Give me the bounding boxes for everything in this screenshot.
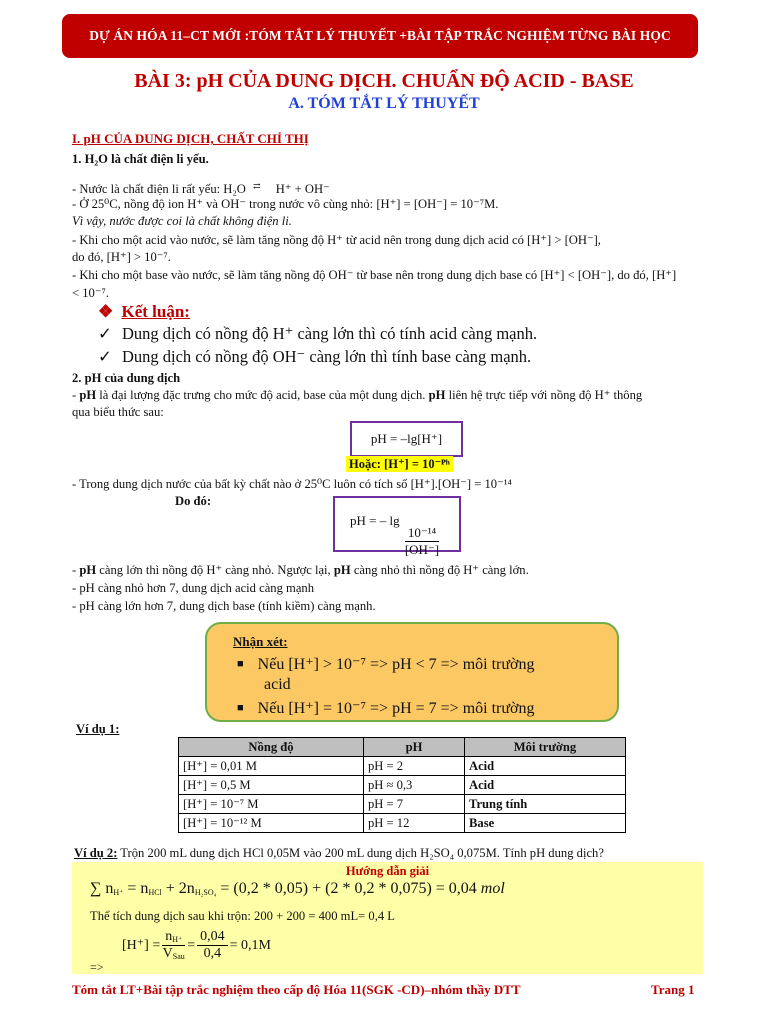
- eq1-sub: H₂SO₄: [194, 888, 217, 897]
- table-cell: [H⁺] = 0,01 M: [179, 757, 364, 776]
- check-icon: ✓: [98, 324, 112, 343]
- ph-def-text-2: liên hệ trực tiếp với nồng độ H⁺ thông: [445, 388, 643, 402]
- example-2-label: Ví dụ 2:: [74, 846, 118, 860]
- ph-relation: [72, 562, 529, 578]
- ph-term: pH: [79, 563, 97, 577]
- eq1-sub: HCl: [148, 888, 162, 897]
- solution-box: [72, 862, 703, 974]
- line-base: - Khi cho một base vào nước, sẽ làm tăng nồng độ OH⁻ từ base nên trong dung dịch base có [H⁺] < [OH⁻], do đó, [H⁺]: [72, 268, 677, 282]
- formula-poh-denominator: [OH⁻]: [404, 542, 440, 557]
- equals-sign: =: [187, 937, 196, 953]
- table-cell: [H⁺] = 10⁻¹² M: [179, 814, 364, 833]
- ph-def-text: là đại lượng đặc trưng cho mức độ acid, base của một dung dịch.: [96, 388, 429, 402]
- formula-poh-lhs: pH = – lg: [350, 513, 400, 528]
- table-cell: Base: [465, 814, 626, 833]
- eq2-numerator-2: 0,04: [197, 929, 228, 946]
- table-header-row: [179, 738, 626, 757]
- conclusion-label: Kết luận:: [121, 302, 190, 321]
- line-base-result: < 10⁻⁷.: [72, 286, 110, 300]
- subheading-1: 1. H₂O là chất điện li yếu.: [72, 152, 209, 166]
- ph-definition: [72, 387, 642, 403]
- table-header: Nồng độ: [179, 738, 364, 757]
- diamond-bullet-icon: ❖: [98, 302, 114, 321]
- table-cell: Trung tính: [465, 795, 626, 814]
- ion-products: H⁺ + OH⁻: [275, 182, 330, 196]
- banner-text: DỰ ÁN HÓA 11–CT MỚI :TÓM TẮT LÝ THUYẾT +BÀI TẬP TRẮC NGHIỆM TỪNG BÀI HỌC: [89, 28, 671, 43]
- solution-title: Hướng dẫn giải: [345, 864, 430, 878]
- eq1-sum: ∑ n: [90, 880, 114, 897]
- ph-base-strength: - pH càng lớn hơn 7, dung dịch base (tính kiềm) càng mạnh.: [72, 599, 376, 613]
- table-row: [179, 814, 626, 833]
- page-footer: Tóm tắt LT+Bài tập trắc nghiệm theo cấp độ Hóa 11(SGK -CD)–nhóm thầy DTT: [72, 982, 521, 997]
- ph-relation-text-2: càng nhỏ thì nồng độ H⁺ càng lớn.: [350, 563, 529, 577]
- formula-poh-numerator: 10⁻¹⁴: [405, 525, 439, 542]
- ph-term: pH: [79, 388, 97, 402]
- check-item-1-text: Dung dịch có nồng độ H⁺ càng lớn thì có tính acid càng mạnh.: [121, 324, 538, 343]
- table-row: [179, 776, 626, 795]
- example-2-question: [74, 845, 604, 861]
- table-cell: pH = 12: [364, 814, 465, 833]
- table-cell: Acid: [465, 776, 626, 795]
- eq2-fraction-2: [197, 929, 228, 962]
- eq2-numerator: [162, 929, 185, 946]
- table-cell: [H⁺] = 0,5 M: [179, 776, 364, 795]
- table-row: [179, 795, 626, 814]
- subheading-2: 2. pH của dung dịch: [72, 371, 181, 385]
- section-heading-a: A. TÓM TẮT LÝ THUYẾT: [288, 95, 480, 112]
- solution-eq-1: [90, 880, 505, 898]
- table-row: [179, 757, 626, 776]
- formula-ph-box: [350, 421, 463, 457]
- water-weak-text: - Nước là chất điện li rất yếu: H₂O: [72, 182, 246, 196]
- example-2-text: Trộn 200 mL dung dịch HCl 0,05M vào 200 mL dung dịch H₂SO₄ 0,075M. Tính pH dung dịch?: [117, 846, 604, 860]
- eq2-denominator-2: 0,4: [203, 946, 222, 961]
- eq2-den-sym: V: [162, 946, 173, 961]
- eq1-unit: mol: [480, 880, 505, 897]
- eq2-result: = 0,1M: [229, 937, 271, 953]
- formula-highlight: Hoặc: [H⁺] = 10⁻ᴾʰ: [346, 456, 453, 472]
- formula-poh-fraction: [405, 525, 439, 558]
- remark-item-1-cont: acid: [264, 676, 291, 693]
- solution-arrow: =>: [90, 960, 104, 974]
- table-cell: pH = 7: [364, 795, 465, 814]
- eq2-fraction-1: [162, 929, 185, 962]
- eq1-part: = n: [123, 880, 149, 897]
- eq2-num-sub: H⁺: [172, 935, 183, 944]
- formula-poh-box: [333, 496, 461, 557]
- ph-definition-2: qua biểu thức sau:: [72, 405, 164, 419]
- lesson-title: BÀI 3: pH CỦA DUNG DỊCH. CHUẨN ĐỘ ACID - BASE: [134, 70, 634, 92]
- eq2-num-sym: n: [165, 929, 173, 944]
- remark-title: Nhận xét:: [233, 634, 288, 649]
- dash: -: [72, 388, 80, 402]
- dash: -: [72, 563, 80, 577]
- table-cell: Acid: [465, 757, 626, 776]
- check-item-2: [98, 347, 531, 367]
- eq1-sub: H⁺: [113, 888, 124, 897]
- check-item-1: [98, 324, 537, 344]
- equilibrium-arrow-icon: ⇄: [253, 181, 261, 191]
- table-header: pH: [364, 738, 465, 757]
- section-i-heading: I. pH CỦA DUNG DỊCH, CHẤT CHỈ THỊ: [72, 131, 309, 146]
- formula-poh: [350, 513, 441, 558]
- conclusion: [98, 302, 190, 322]
- eq2-lhs: [H⁺] =: [122, 938, 161, 953]
- header-banner: [62, 14, 698, 58]
- formula-ph: pH = –lg[H⁺]: [370, 431, 443, 446]
- eq2-denominator: [163, 946, 185, 962]
- eq1-part: + 2n: [161, 880, 195, 897]
- solution-eq-2: [122, 929, 271, 962]
- square-bullet-icon: ■: [237, 702, 244, 714]
- therefore-label: Do đó:: [175, 494, 212, 508]
- ph-term: pH: [428, 388, 446, 402]
- table-cell: pH ≈ 0,3: [364, 776, 465, 795]
- ph-term: pH: [333, 563, 351, 577]
- page-number: Trang 1: [651, 982, 695, 997]
- line-acid: - Khi cho một acid vào nước, sẽ làm tăng nồng độ H⁺ từ acid nên trong dung dịch acid có [H⁺] > [OH⁻],: [72, 233, 601, 247]
- remark-box: [205, 622, 619, 722]
- check-icon: ✓: [98, 347, 112, 366]
- table-cell: [H⁺] = 10⁻⁷ M: [179, 795, 364, 814]
- remark-item-1: [237, 654, 534, 674]
- ph-acid-strength: - pH càng nhỏ hơn 7, dung dịch acid càng mạnh: [72, 581, 315, 595]
- remark-item-1-text: Nếu [H⁺] > 10⁻⁷ => pH < 7 => môi trường: [257, 656, 535, 673]
- table-cell: pH = 2: [364, 757, 465, 776]
- table-header: Môi trường: [465, 738, 626, 757]
- line-nonelectrolyte: Vì vậy, nước được coi là chất không điện li.: [72, 214, 292, 228]
- remark-item-2: [237, 698, 534, 718]
- ph-relation-text: càng lớn thì nồng độ H⁺ càng nhỏ. Ngược lại,: [96, 563, 334, 577]
- remark-item-2-text: Nếu [H⁺] = 10⁻⁷ => pH = 7 => môi trường: [257, 700, 535, 717]
- ionic-product-line: - Trong dung dịch nước của bất kỳ chất nào ở 25⁰C luôn có tích số [H⁺].[OH⁻] = 10⁻¹⁴: [72, 477, 512, 491]
- solution-volume: Thể tích dung dịch sau khi trộn: 200 + 200 = 400 mL= 0,4 L: [90, 909, 395, 923]
- square-bullet-icon: ■: [237, 658, 244, 670]
- check-item-2-text: Dung dịch có nồng độ OH⁻ càng lớn thì tính base càng mạnh.: [121, 347, 532, 366]
- example-1-table: [178, 737, 626, 833]
- line-acid-result: do đó, [H⁺] > 10⁻⁷.: [72, 250, 171, 264]
- line-25c: - Ở 25⁰C, nồng độ ion H⁺ và OH⁻ trong nước vô cùng nhỏ: [H⁺] = [OH⁻] = 10⁻⁷M.: [72, 197, 499, 211]
- eq2-den-sub: Sau: [172, 952, 185, 961]
- example-1-label: Ví dụ 1:: [76, 722, 120, 736]
- eq1-result: = (0,2 * 0,05) + (2 * 0,2 * 0,075) = 0,04: [216, 880, 481, 897]
- line-water-weak: [72, 178, 330, 197]
